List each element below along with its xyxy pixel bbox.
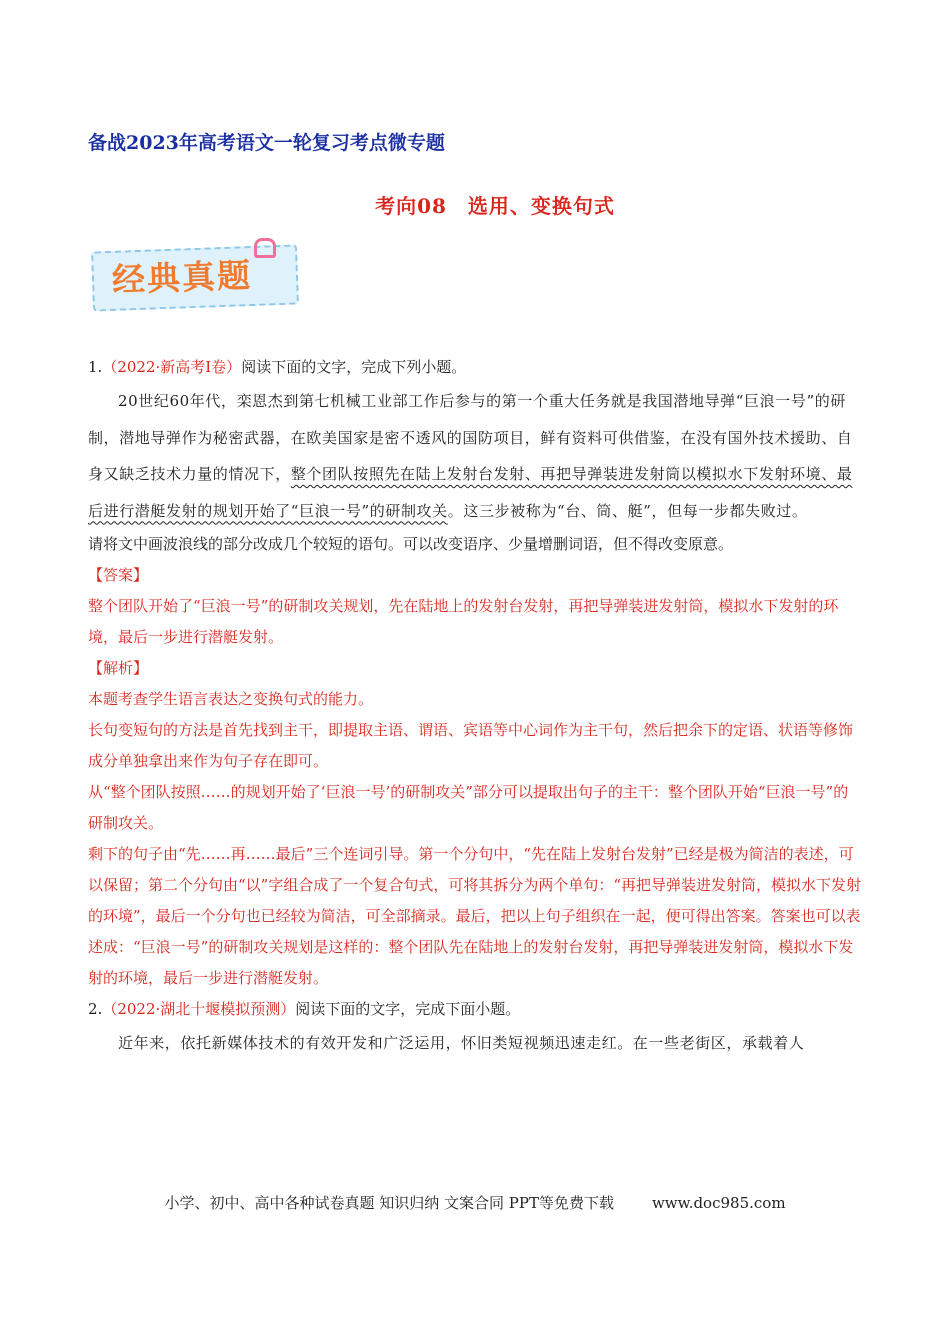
- analysis-tag: 【解析】: [88, 659, 149, 677]
- question-number: 2.: [88, 1000, 103, 1018]
- question-1-passage: [88, 383, 862, 529]
- analysis-paragraph: 剩下的句子由“先……再……最后”三个连词引导。第一个分句中，“先在陆上发射台发射”已经是极为简洁的表述，可以保留；第二个分句由“以”字组合成了一个复合句式，可将其拆分为两个单句：“再把导弹装进发射筒，模拟水下发射的环境”，最后一个分句也已经较为简洁，可全部摘录。最后，把以上句子组织在一起，便可得出答案。答案也可以表述成：“巨浪一号”的研制攻关规划是这样的：整个团队先在陆地上的发射台发射，再把导弹装进发射筒，模拟水下发射的环境，最后一步进行潜艇发射。: [88, 845, 862, 987]
- page-footer: [0, 1192, 950, 1213]
- answer-tag: 【答案】: [88, 566, 149, 584]
- paperclip-icon: [254, 238, 276, 258]
- question-source: （2022·湖北十堰模拟预测）: [102, 1000, 296, 1018]
- series-title: 备战2023年高考语文一轮复习考点微专题: [88, 132, 445, 154]
- analysis-paragraph: 长句变短句的方法是首先找到主干，即提取主语、谓语、宾语等中心词作为主干句，然后把余下的定语、状语等修饰成分单独拿出来作为句子存在即可。: [88, 721, 854, 770]
- passage-text-end: 。这三步被称为“台、筒、艇”，但每一步都失败过。: [447, 501, 808, 520]
- question-instruction: 阅读下面的文字，完成下列小题。: [241, 358, 467, 376]
- analysis-paragraph: 本题考查学生语言表达之变换句式的能力。: [88, 690, 374, 708]
- footer-text: 小学、初中、高中各种试卷真题 知识归纳 文案合同 PPT等免费下载: [164, 1194, 614, 1212]
- footer-url[interactable]: www.doc985.com: [651, 1194, 786, 1212]
- question-source: （2022·新高考I卷）: [102, 358, 242, 376]
- question-2-passage: 近年来，依托新媒体技术的有效开发和广泛运用，怀旧类短视频迅速走红。在一些老街区，承载着人: [118, 1034, 805, 1052]
- question-instruction: 阅读下面的文字，完成下面小题。: [295, 1000, 521, 1018]
- document-body: [88, 352, 862, 1062]
- question-1-prompt: 请将文中画波浪线的部分改成几个较短的语句。可以改变语序、少量增删词语，但不得改变原意。: [88, 535, 734, 553]
- question-number: 1.: [88, 358, 103, 376]
- question-1-header: [88, 352, 862, 383]
- passage-text: 20世纪60年代，栾恩杰到第七机械工业部工作后参与的第一个重大任务就是我国潜地导弹“巨浪一号”的研制，潜地导弹作为秘密武器，在欧美国家是密不透风的国防项目，鲜有资料可供借鉴，在没有国外技术援助、自身又缺乏技术力量的情况下，: [88, 392, 853, 483]
- wavy-underlined-text: 整个团队按照先在陆上发射台发射、再把导弹装进发射筒以模拟水下发射环境、最后进行潜艇发射的规划开始了“巨浪一号”的研制攻关: [88, 465, 853, 520]
- question-2-header: [88, 994, 862, 1025]
- analysis-paragraph: 从“整个团队按照……的规划开始了‘巨浪一号’的研制攻关”部分可以提取出句子的主干：整个团队开始“巨浪一号”的研制攻关。: [88, 783, 849, 832]
- banner-label: 经典真题: [111, 255, 253, 300]
- section-banner: [92, 238, 304, 310]
- topic-title: 考向08 选用、变换句式: [375, 194, 615, 218]
- answer-text: 整个团队开始了“巨浪一号”的研制攻关规划，先在陆地上的发射台发射，再把导弹装进发射筒，模拟水下发射的环境，最后一步进行潜艇发射。: [88, 597, 839, 646]
